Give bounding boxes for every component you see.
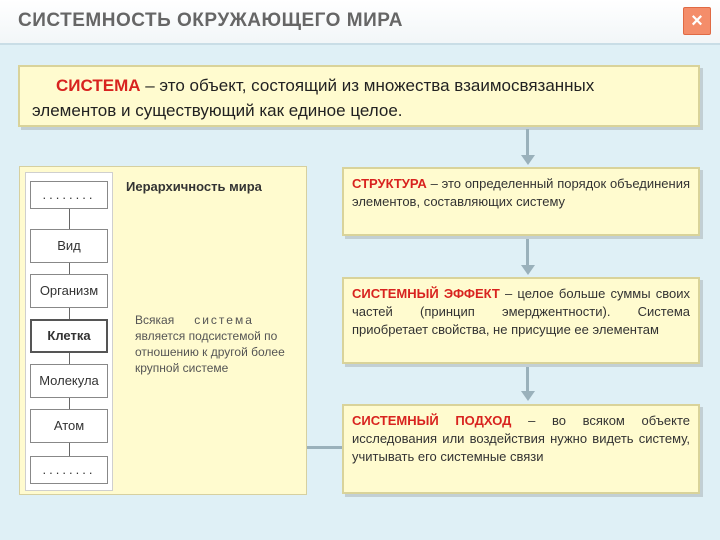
hierarchy-description [135,312,295,376]
hierarchy-item-species: Вид [30,229,108,263]
hierarchy-item-molecule: Молекула [30,364,108,398]
hierarchy-text-1: Всякая [135,313,175,327]
hierarchy-column [25,172,113,491]
arrow-down-icon [521,155,535,165]
system-effect-text: – целое больше суммы своих частей (принцип эмерджентности). Система приобретает свойства, не присущие ее элементам [352,286,690,337]
hierarchy-text-2: система [194,313,254,327]
close-button[interactable] [683,7,711,35]
header-bar [0,0,720,45]
system-definition-box [18,65,700,127]
structure-text: – это определенный порядок объединения элементов, составляющих систему [352,176,690,209]
structure-term: СТРУКТУРА [352,176,427,191]
hierarchy-title: Иерархичность мира [126,179,262,194]
arrow-line-3 [526,365,529,392]
hierarchy-item-atom: Атом [30,409,108,443]
arrow-down-icon [521,391,535,401]
hierarchy-panel [19,166,307,495]
definition-line-1 [32,73,688,98]
hierarchy-item-bottom-ellipsis: ........ [30,456,108,484]
structure-box [342,167,700,236]
definition-term: СИСТЕМА [56,76,141,95]
page-title: СИСТЕМНОСТЬ ОКРУЖАЮЩЕГО МИРА [18,10,403,31]
system-effect-term: СИСТЕМНЫЙ ЭФФЕКТ [352,286,500,301]
system-effect-box [342,277,700,364]
system-approach-box [342,404,700,494]
system-approach-text: – во всяком объекте исследования или воздействия нужно видеть систему, учитывать его системные связи [352,413,690,464]
arrow-line-2 [526,238,529,266]
close-icon: × [691,10,703,32]
hierarchy-item-top-ellipsis: ........ [30,181,108,209]
hierarchy-item-cell: Клетка [30,319,108,353]
definition-text-1: – это объект, состоящий из множества взаимосвязанных [140,76,595,95]
hierarchy-text-rest: является подсистемой по отношению к другой более крупной системе [135,329,285,375]
system-approach-term: СИСТЕМНЫЙ ПОДХОД [352,413,512,428]
hierarchy-item-organism: Организм [30,274,108,308]
arrow-line-1 [526,129,529,156]
arrow-down-icon [521,265,535,275]
definition-line-2: элементов и существующий как единое целое. [32,101,403,120]
hierarchy-to-approach-line [307,446,342,449]
